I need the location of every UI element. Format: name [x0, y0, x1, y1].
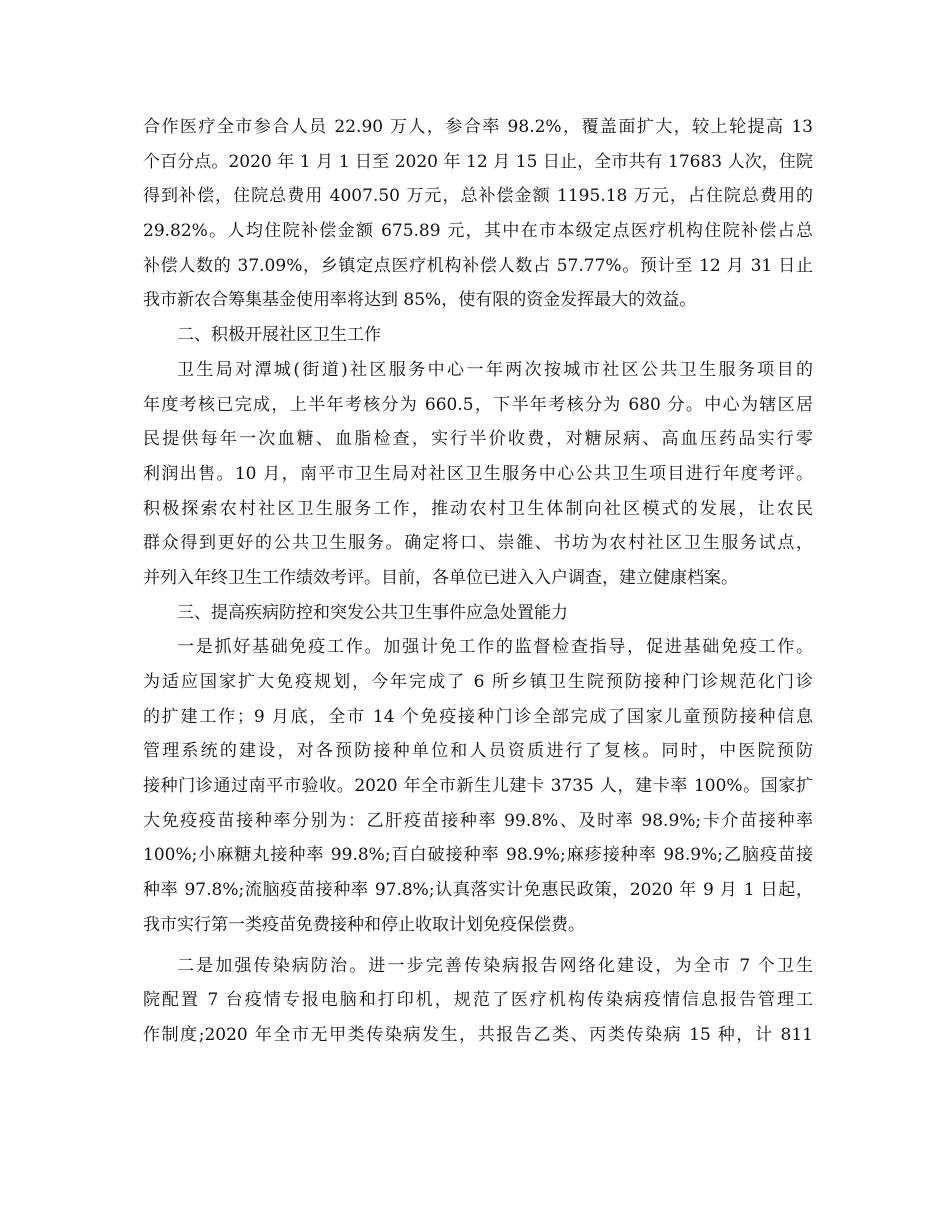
text-line: 接种门诊通过南平市验收。2020 年全市新生儿建卡 3735 人，建卡率 100%。国家扩 [143, 776, 813, 797]
text-line: 我市实行第一类疫苗免费接种和停止收取计划免疫保偿费。 [143, 914, 585, 935]
text-line: 年度考核已完成，上半年考核分为 660.5，下半年考核分为 680 分。中心为辖区居 [143, 394, 813, 415]
text-line: 得到补偿，住院总费用 4007.50 万元，总补偿金额 1195.18 万元，占住院总费用的 [143, 186, 813, 207]
text-line: 的扩建工作；9 月底，全市 14 个免疫接种门诊全部完成了国家儿童预防接种信息 [143, 706, 813, 727]
text-line: 我市新农合筹集基金使用率将达到 85%，使有限的资金发挥最大的效益。 [143, 290, 697, 311]
text-line: 院配置 7 台疫情专报电脑和打印机，规范了医疗机构传染病疫情信息报告管理工 [143, 990, 813, 1011]
text-line: 合作医疗全市参合人员 22.90 万人，参合率 98.2%，覆盖面扩大，较上轮提高 13 [143, 117, 813, 137]
text-line: 补偿人数的 37.09%，乡镇定点医疗机构补偿人数占 57.77%。预计至 12 月 31 日止 [143, 255, 813, 276]
text-line: 个百分点。2020 年 1 月 1 日至 2020 年 12 月 15 日止，全市共有 17683 人次，住院 [143, 151, 813, 172]
text-line: 群众得到更好的公共卫生服务。确定将口、崇雒、书坊为农村社区卫生服务试点， [143, 533, 813, 554]
text-line: 种率 97.8%;流脑疫苗接种率 97.8%;认真落实计免惠民政策，2020 年 9 月 1 日起， [143, 880, 813, 901]
text-line: 并列入年终卫生工作绩效考评。目前，各单位已进入入户调查，建立健康档案。 [143, 567, 738, 588]
text-line: 100%;小麻糖丸接种率 99.8%;百白破接种率 98.9%;麻疹接种率 98.9%;乙脑疫苗接 [143, 845, 813, 866]
text-line: 为适应国家扩大免疫规划，今年完成了 6 所乡镇卫生院预防接种门诊规范化门诊 [143, 672, 813, 692]
text-line: 管理系统的建设，对各预防接种单位和人员资质进行了复核。同时，中医院预防 [143, 741, 813, 762]
paragraph-first-line: 卫生局对潭城(街道)社区服务中心一年两次按城市社区公共卫生服务项目的 [177, 359, 813, 380]
document-body [143, 110, 813, 1053]
text-line: 积极探索农村社区卫生服务工作，推动农村卫生体制向社区模式的发展，让农民 [143, 498, 813, 519]
text-line: 作制度;2020 年全市无甲类传染病发生，共报告乙类、丙类传染病 15 种，计 811 [143, 1024, 813, 1045]
section-heading: 三、提高疾病防控和突发公共卫生事件应急处置能力 [177, 602, 568, 623]
text-line: 民提供每年一次血糖、血脂检查，实行半价收费，对糖尿病、高血压药品实行零 [143, 429, 813, 450]
text-line: 利润出售。10 月，南平市卫生局对社区卫生服务中心公共卫生项目进行年度考评。 [143, 463, 813, 484]
text-line: 29.82%。人均住院补偿金额 675.89 元，其中在市本级定点医疗机构住院补偿占总 [143, 221, 813, 242]
text-line: 大免疫疫苗接种率分别为：乙肝疫苗接种率 99.8%、及时率 98.9%;卡介苗接种率 [143, 810, 813, 831]
section-heading: 二、积极开展社区卫生工作 [177, 325, 381, 346]
paragraph-first-line: 一是抓好基础免疫工作。加强计免工作的监督检查指导，促进基础免疫工作。 [177, 637, 813, 658]
paragraph-first-line: 二是加强传染病防治。进一步完善传染病报告网络化建设，为全市 7 个卫生 [177, 955, 813, 976]
